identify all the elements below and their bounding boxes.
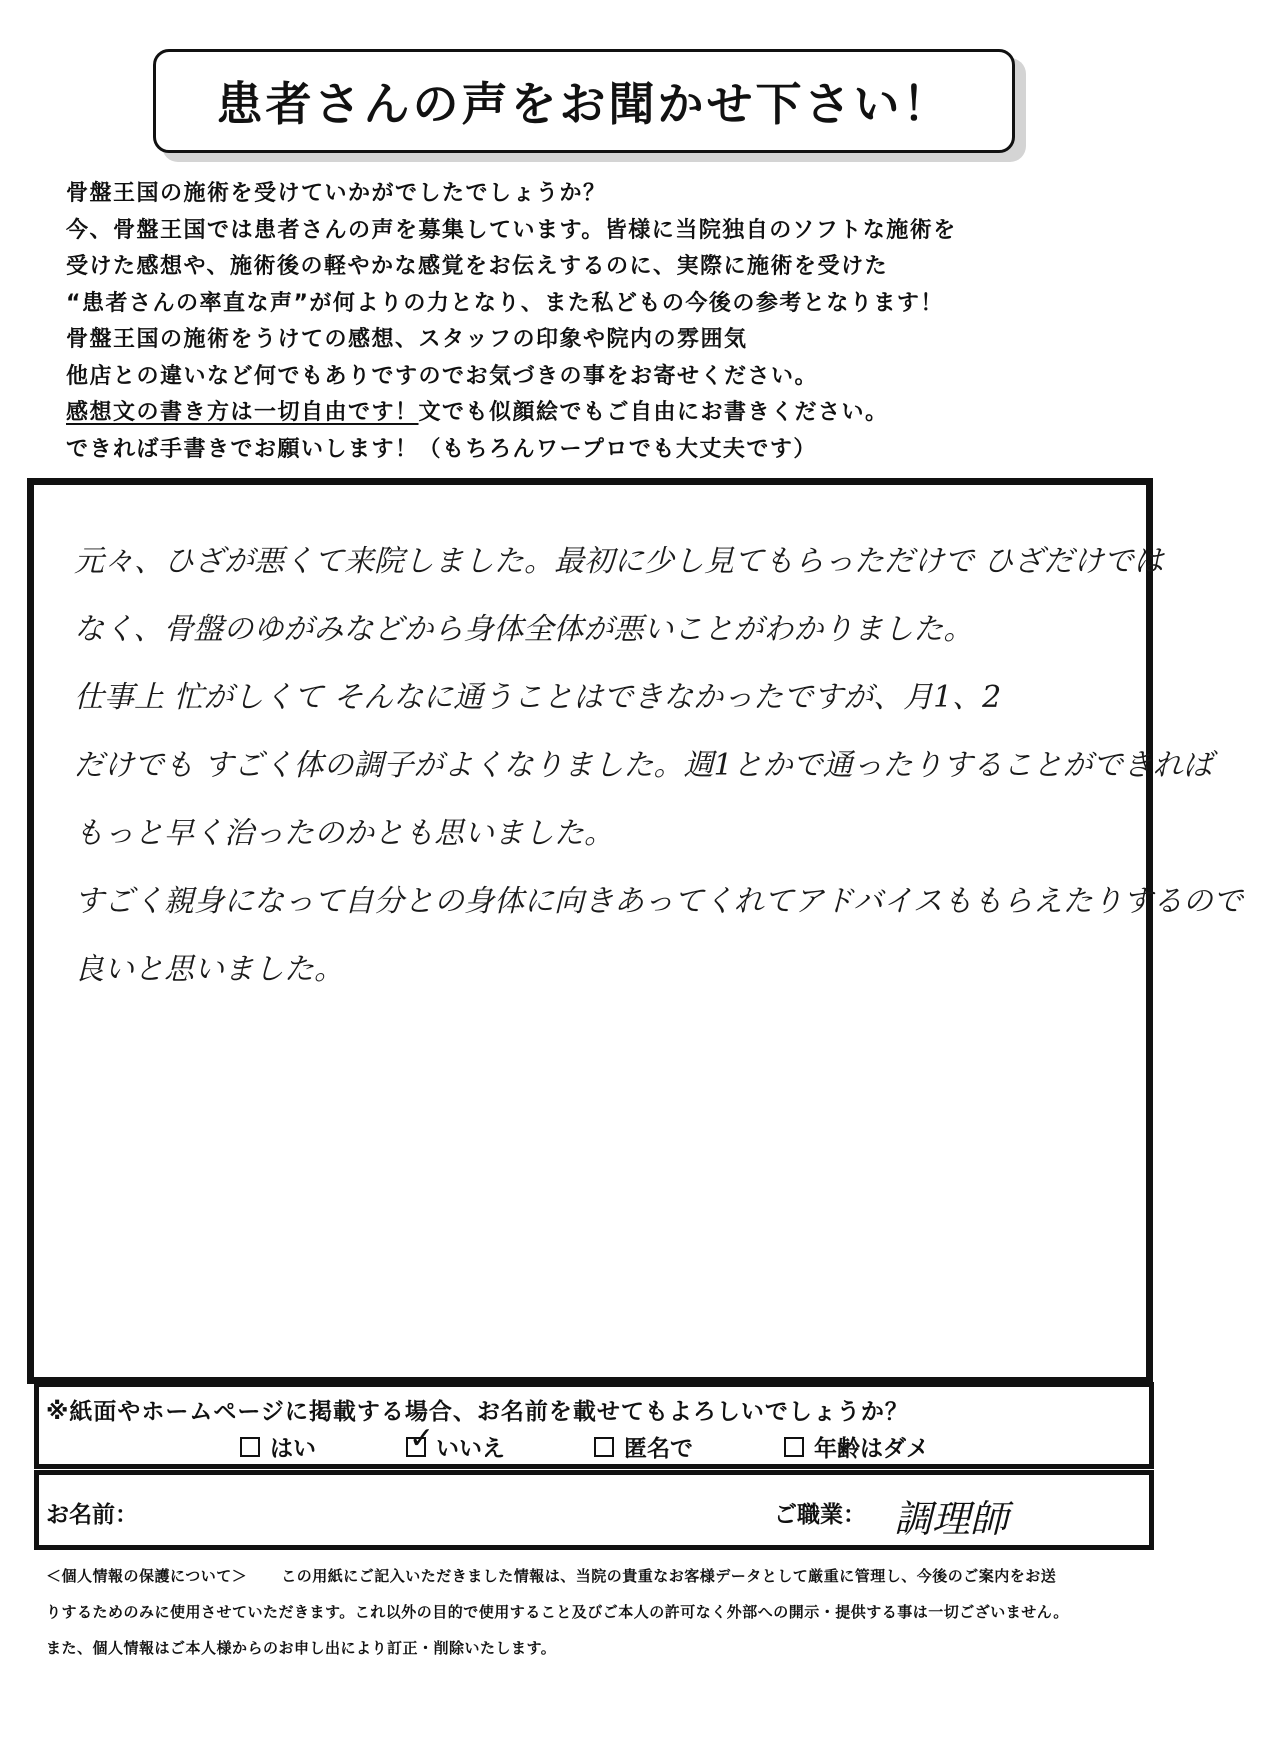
title-banner [153, 49, 1015, 153]
intro-line: 骨盤王国の施術をうけての感想、スタッフの印象や院内の雰囲気 [66, 327, 748, 352]
privacy-line [46, 1558, 1146, 1594]
checkbox-anonymous[interactable] [594, 1437, 614, 1457]
occupation-value: 調理師 [894, 1497, 1009, 1541]
comment-line: 仕事上 忙がしくて そんなに通うことはできなかったですが、月1、2 [74, 680, 1002, 715]
intro-line: “患者さんの率直な声”が何よりの力となり、また私どもの今後の参考となります！ [66, 290, 944, 316]
permission-question: ※紙面やホームページに掲載する場合、お名前を載せてもよろしいでしょうか？ [46, 1399, 909, 1425]
comment-line: だけでも すごく体の調子がよくなりました。週1とかで通ったりすることができれば [74, 748, 1213, 783]
intro-line-rest: 文でも似顔絵でもご自由にお書きください。 [418, 400, 889, 425]
comment-line: もっと早く治ったのかとも思いました。 [74, 816, 614, 851]
intro-line: 今、骨盤王国では患者さんの声を募集しています。皆様に当院独自のソフトな施術を [66, 217, 957, 243]
option-yes[interactable] [240, 1430, 316, 1463]
privacy-text: この用紙にご記入いただきました情報は、当院の貴重なお客様データとして厳重に管理し、今後のご案内をお送 [281, 1567, 1057, 1585]
option-anonymous[interactable] [594, 1430, 693, 1463]
handwritten-comment [74, 528, 1243, 1004]
name-label: お名前： [46, 1502, 138, 1528]
occupation-label: ご職業： [774, 1502, 866, 1528]
option-no-label: いいえ [436, 1436, 505, 1462]
privacy-line: りするためのみに使用させていただきます。これ以外の目的で使用すること及びご本人の許可なく外部への開示・提供する事は一切ございません。 [46, 1603, 1069, 1621]
option-anonymous-label: 匿名で [624, 1436, 693, 1462]
comment-line: なく、骨盤のゆがみなどから身体全体が悪いことがわかりました。 [74, 612, 974, 647]
comment-line: 良いと思いました。 [74, 952, 344, 987]
intro-line: 受けた感想や、施術後の軽やかな感覚をお伝えするのに、実際に施術を受けた [66, 254, 889, 279]
comment-line: すごく親身になって自分との身体に向きあってくれてアドバイスももらえたりするので [74, 884, 1243, 919]
intro-line: 他店との違いなど何でもありですのでお気づきの事をお寄せください。 [66, 363, 819, 389]
intro-text [66, 176, 1156, 468]
page-title: 患者さんの声をお聞かせ下さい！ [216, 77, 952, 131]
comment-line: 元々、ひざが悪くて来院しました。最初に少し見てもらっただけで ひざだけでは [74, 544, 1164, 579]
checkbox-no-age[interactable] [784, 1437, 804, 1457]
intro-line: 骨盤王国の施術を受けていかがでしたでしょうか？ [66, 181, 607, 206]
option-yes-label: はい [270, 1436, 316, 1462]
privacy-notice [46, 1558, 1146, 1666]
intro-line [66, 395, 1156, 432]
privacy-heading: ＜個人情報の保護について＞ [46, 1567, 248, 1585]
intro-line: できれば手書きでお願いします！（もちろんワープロでも大丈夫です） [66, 436, 817, 462]
checkbox-no[interactable] [406, 1420, 435, 1457]
checkbox-yes[interactable] [240, 1437, 260, 1457]
checkmark-icon: ✓ [409, 1420, 435, 1456]
option-no-age-label: 年齢はダメ [814, 1436, 929, 1462]
privacy-line: また、個人情報はご本人様からのお申し出により訂正・削除いたします。 [46, 1639, 557, 1657]
option-no-age[interactable] [784, 1430, 929, 1463]
option-no[interactable] [406, 1420, 505, 1463]
intro-emphasis: 感想文の書き方は一切自由です！ [66, 400, 419, 425]
